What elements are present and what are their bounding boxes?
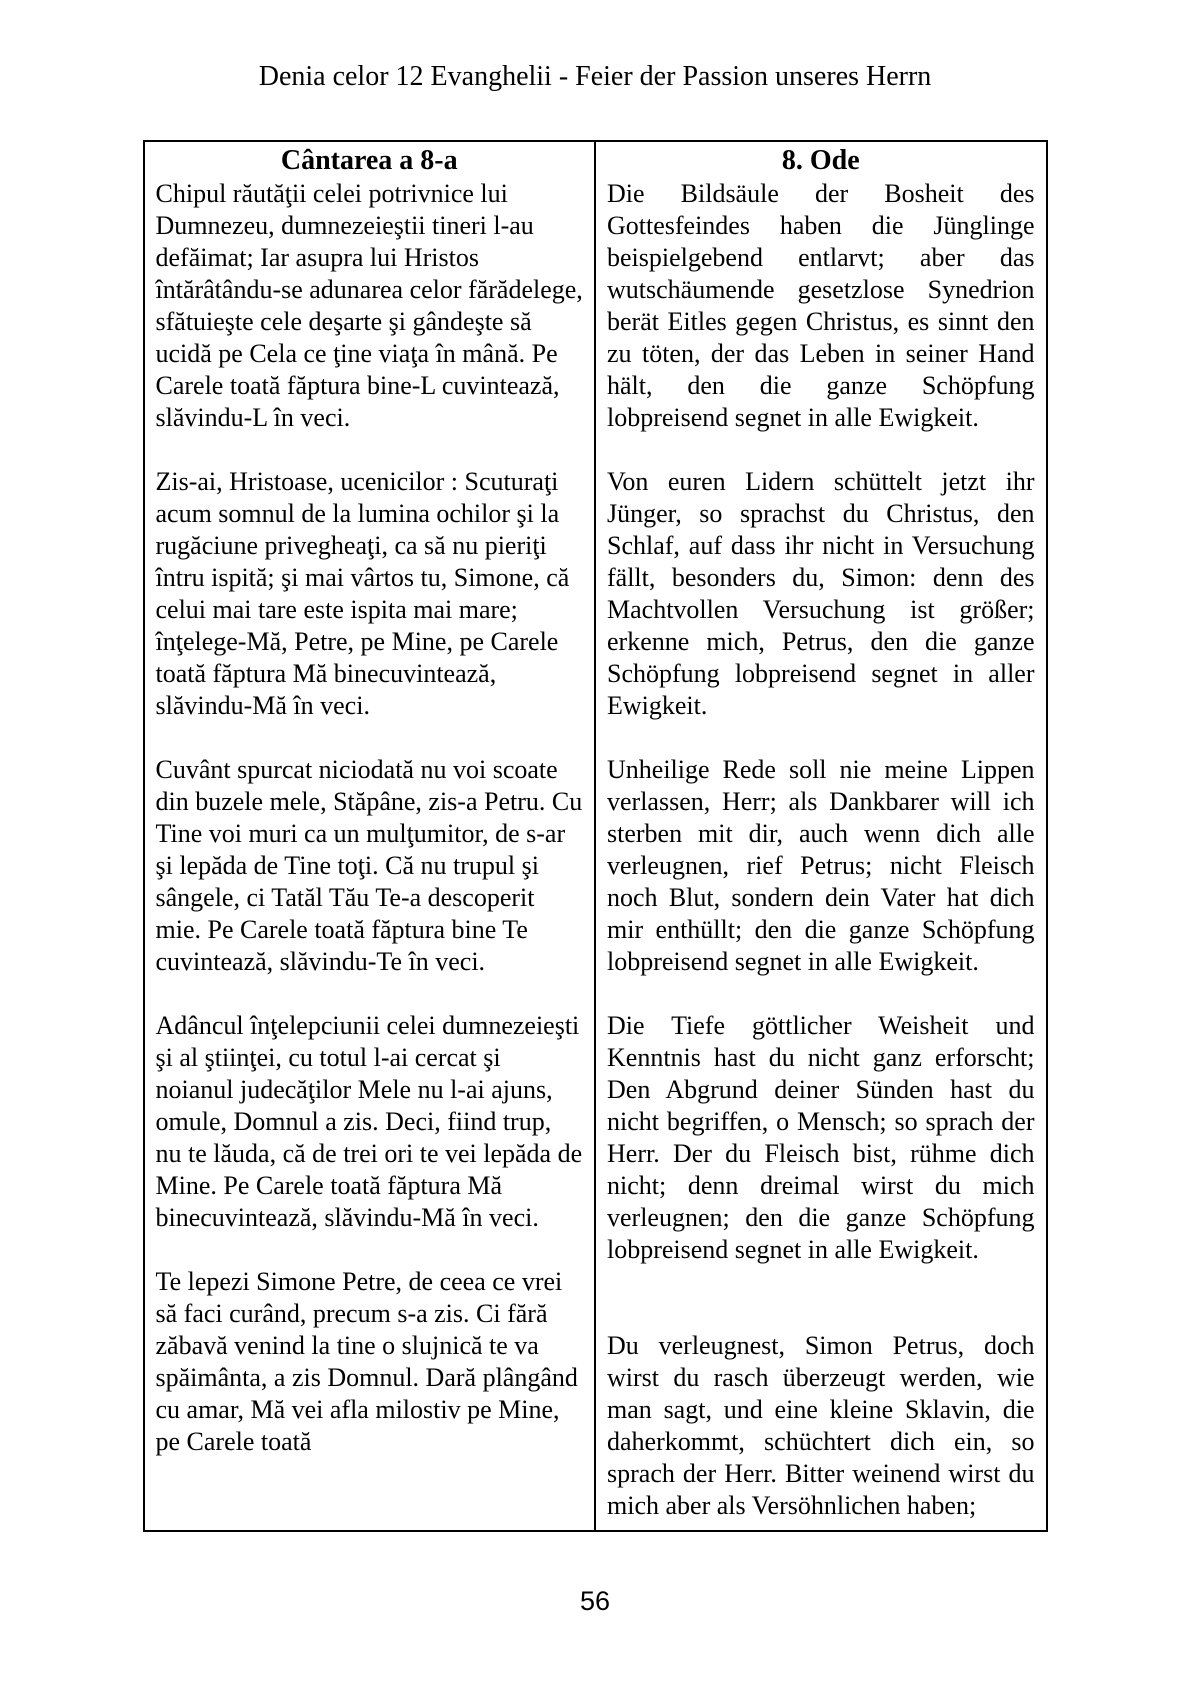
romanian-paragraph-3: Cuvânt spurcat niciodată nu voi scoate din buzele mele, Stăpâne, zis-a Petru. Cu Tine voi muri ca un mulţumitor, de s-ar şi lepăda de Tine toţi. Că nu trupul şi sângele, ci Tatăl Tău Te-a descoperit mie. Pe Carele toată făptura bine Te cuvintează, slăvindu-Te în veci. xyxy=(155,755,583,976)
romanian-paragraph-4: Adâncul înţelepciunii celei dumnezeieşti şi al ştiinţei, cu totul l-ai cercat şi noianul judecăţilor Mele nu l-ai ajuns, omule, Domnul a zis. Deci, fiind trup, nu te lăuda, că de trei ori te vei lepăda de Mine. Pe Carele toată făptura Mă binecuvintează, slăvindu-Mă în veci. xyxy=(155,1011,583,1232)
german-paragraph-3: Unheilige Rede soll nie meine Lippen verlassen, Herr; als Dankbarer will ich sterben mit dir, auch wenn dich alle verleugnen, rief Petrus; nicht Fleisch noch Blut, sondern dein Vater hat dich mir enthüllt; den die ganze Schöpfung lobpreisend segnet in alle Ewigkeit. xyxy=(607,755,1035,976)
page-number: 56 xyxy=(579,1586,611,1616)
page-header-title: Denia celor 12 Evanghelii - Feier der Passion unseres Herrn xyxy=(258,61,932,92)
german-paragraph-5: Du verleugnest, Simon Petrus, doch wirst du rasch überzeugt werden, wie man sagt, und eine kleine Sklavin, die daherkommt, schüchtert dich ein, so sprach der Herr. Bitter weinend wirst du mich aber als Versöhnlichen haben; xyxy=(607,1331,1035,1520)
romanian-paragraph-1: Chipul răutăţii celei potrivnice lui Dumnezeu, dumnezeieştii tineri l-au defăimat; Iar asupra lui Hristos întărâtându-se adunarea celor fărădelege, sfătuieşte cele deşarte şi gândeşte să ucidă pe Cela ce ţine viaţa în mână. Pe Carele toată făptura bine-L cuvintează, slăvindu-L în veci. xyxy=(155,179,583,432)
column-romanian xyxy=(144,141,596,1531)
german-paragraph-2: Von euren Lidern schüttelt jetzt ihr Jünger, so sprachst du Christus, den Schlaf, auf dass ihr nicht in Versuchung fällt, besonders du, Simon: denn des Machtvollen Versuchung ist größer; erkenne mich, Petrus, den die ganze Schöpfung lobpreisend segnet in aller Ewigkeit. xyxy=(607,467,1035,720)
romanian-paragraph-2: Zis-ai, Hristoase, ucenicilor : Scuturaţi acum somnul de la lumina ochilor şi la rugăciune privegheaţi, ca să nu pieriţi întru ispită; şi mai vârtos tu, Simone, că celui mai tare este ispita mai mare; înţelege-Mă, Petre, pe Mine, pe Carele toată făptura Mă binecuvintează, slăvindu-Mă în veci. xyxy=(155,467,570,720)
table-row xyxy=(144,141,1047,1531)
bilingual-text-table xyxy=(143,140,1048,1532)
german-paragraph-4: Die Tiefe göttlicher Weisheit und Kenntnis hast du nicht ganz erforscht; Den Abgrund deiner Sünden hast du nicht begriffen, o Mensch; so sprach der Herr. Der du Fleisch bist, rühme dich nicht; denn dreimal wirst du mich verleugnen; den die ganze Schöpfung lobpreisend segnet in alle Ewigkeit. xyxy=(607,1011,1035,1264)
romanian-column-title: Cântarea a 8-a xyxy=(280,145,458,176)
column-german xyxy=(595,141,1047,1531)
german-column-title: 8. Ode xyxy=(781,145,860,176)
german-paragraph-1: Die Bildsäule der Bosheit des Gottesfeindes haben die Jünglinge beispielgebend entlarvt; aber das wutschäumende gesetzlose Synedrion berät Eitles gegen Christus, es sinnt den zu töten, der das Leben in seiner Hand hält, den die ganze Schöpfung lobpreisend segnet in alle Ewigkeit. xyxy=(607,179,1035,432)
romanian-paragraph-5: Te lepezi Simone Petre, de ceea ce vrei să faci curând, precum s-a zis. Ci fără zăbavă venind la tine o slujnică te va spăimânta, a zis Domnul. Dară plângând cu amar, Mă vei afla milostiv pe Mine, pe Carele toată xyxy=(155,1267,578,1456)
